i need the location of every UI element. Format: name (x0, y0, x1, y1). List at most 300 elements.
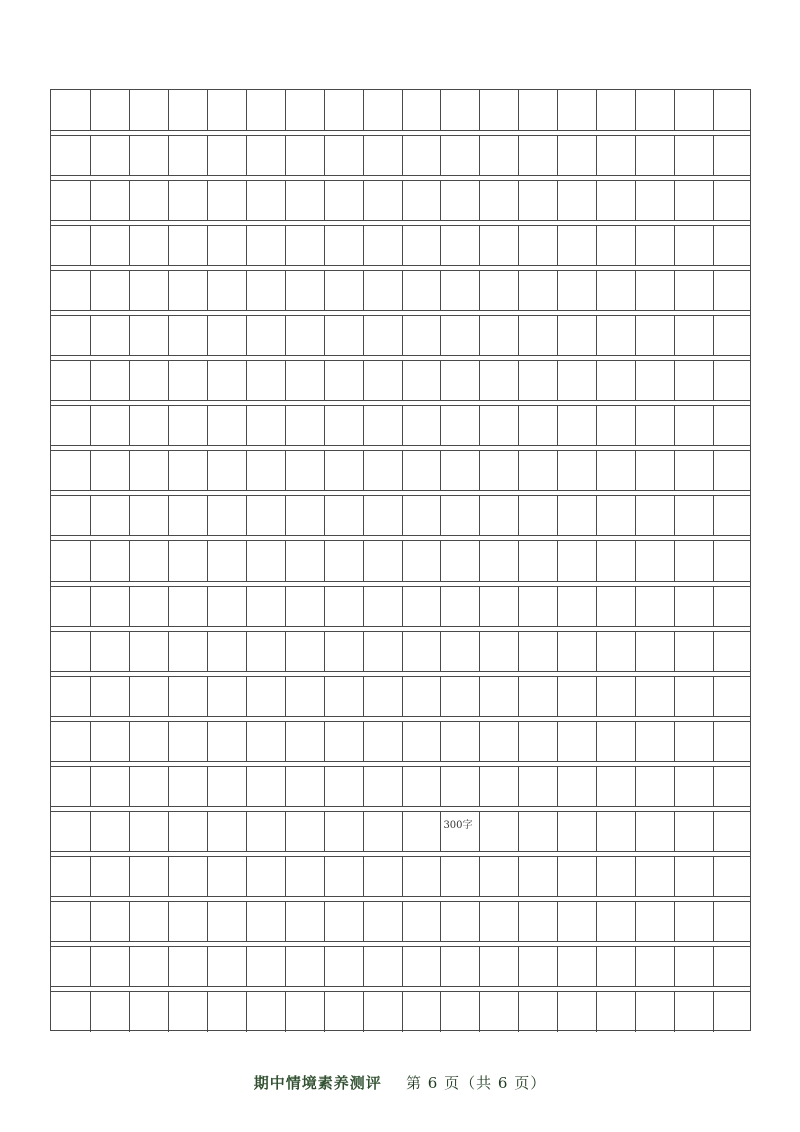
grid-row (51, 225, 750, 266)
grid-cell (324, 722, 363, 761)
grid-cell (168, 451, 207, 490)
grid-cell (713, 136, 752, 175)
grid-cell (479, 90, 518, 130)
grid-cell (246, 902, 285, 941)
grid-cell (90, 992, 129, 1032)
grid-cell (168, 587, 207, 626)
grid-cell (168, 677, 207, 716)
grid-cell (479, 406, 518, 445)
grid-cell (557, 496, 596, 535)
grid-cell (674, 361, 713, 400)
grid-cell (90, 632, 129, 671)
grid-cell (479, 226, 518, 265)
grid-cell (402, 857, 441, 896)
grid-cell (363, 136, 402, 175)
grid-cell (363, 767, 402, 806)
grid-cell (207, 406, 246, 445)
grid-cell (207, 767, 246, 806)
grid-cell (129, 722, 168, 761)
grid-cell (596, 857, 635, 896)
grid-cell (518, 947, 557, 986)
grid-cell (635, 451, 674, 490)
grid-row (51, 405, 750, 446)
grid-cell (518, 271, 557, 310)
grid-cell (440, 857, 479, 896)
grid-cell (324, 496, 363, 535)
grid-row (51, 90, 750, 131)
grid-cell (479, 271, 518, 310)
grid-cell (713, 857, 752, 896)
grid-cell (285, 587, 324, 626)
grid-cell (246, 181, 285, 220)
grid-cell (674, 587, 713, 626)
grid-cell (129, 451, 168, 490)
grid-cell (518, 857, 557, 896)
word-count-marker: 300字 (443, 819, 473, 831)
grid-cell (246, 451, 285, 490)
grid-row (51, 721, 750, 762)
grid-cell (363, 587, 402, 626)
grid-row (51, 811, 750, 852)
grid-cell (518, 541, 557, 580)
grid-cell (207, 361, 246, 400)
grid-cell (363, 902, 402, 941)
grid-cell (402, 722, 441, 761)
grid-row (51, 991, 750, 1032)
grid-cell (246, 632, 285, 671)
grid-cell (285, 677, 324, 716)
grid-row (51, 631, 750, 672)
grid-cell (285, 226, 324, 265)
grid-cell (596, 902, 635, 941)
grid-cell (479, 361, 518, 400)
grid-cell (596, 677, 635, 716)
grid-cell (285, 451, 324, 490)
grid-cell (129, 136, 168, 175)
grid-cell (129, 902, 168, 941)
grid-cell (246, 496, 285, 535)
grid-cell (402, 587, 441, 626)
grid-cell (402, 406, 441, 445)
grid-cell (402, 226, 441, 265)
grid-cell (363, 496, 402, 535)
grid-cell (518, 587, 557, 626)
grid-cell (518, 181, 557, 220)
grid-cell (363, 992, 402, 1032)
grid-cell (674, 226, 713, 265)
grid-cell (246, 992, 285, 1032)
grid-cell (479, 541, 518, 580)
grid-cell (168, 361, 207, 400)
grid-cell (90, 677, 129, 716)
grid-cell (713, 226, 752, 265)
grid-cell (479, 451, 518, 490)
grid-cell (129, 406, 168, 445)
grid-cell (402, 541, 441, 580)
grid-cell (479, 722, 518, 761)
grid-cell (440, 361, 479, 400)
grid-cell (90, 767, 129, 806)
grid-cell (168, 947, 207, 986)
grid-cell (207, 677, 246, 716)
grid-cell (129, 632, 168, 671)
grid-cell (557, 181, 596, 220)
grid-cell (90, 316, 129, 355)
grid-row (51, 360, 750, 401)
grid-cell (557, 902, 596, 941)
grid-cell (713, 767, 752, 806)
grid-cell (207, 587, 246, 626)
grid-cell (363, 316, 402, 355)
grid-cell (479, 992, 518, 1032)
grid-cell (168, 226, 207, 265)
grid-cell (596, 722, 635, 761)
grid-cell (90, 451, 129, 490)
grid-cell (402, 316, 441, 355)
grid-cell (674, 767, 713, 806)
grid-cell (324, 947, 363, 986)
grid-cell (479, 181, 518, 220)
grid-cell (440, 316, 479, 355)
grid-cell (129, 271, 168, 310)
grid-cell (713, 90, 752, 130)
grid-cell (635, 587, 674, 626)
grid-cell (402, 947, 441, 986)
grid-cell (363, 406, 402, 445)
grid-cell (129, 947, 168, 986)
grid-cell (557, 587, 596, 626)
grid-cell (518, 316, 557, 355)
grid-cell (479, 632, 518, 671)
grid-cell (518, 677, 557, 716)
grid-cell (713, 316, 752, 355)
grid-cell (635, 181, 674, 220)
grid-cell (324, 992, 363, 1032)
grid-cell (402, 361, 441, 400)
grid-cell (90, 90, 129, 130)
grid-cell (635, 541, 674, 580)
grid-cell (363, 541, 402, 580)
grid-row (51, 856, 750, 897)
grid-cell (635, 947, 674, 986)
grid-cell (713, 722, 752, 761)
grid-cell (440, 992, 479, 1032)
grid-cell (168, 541, 207, 580)
grid-cell (402, 902, 441, 941)
grid-cell (324, 541, 363, 580)
grid-cell (596, 587, 635, 626)
grid-cell (207, 857, 246, 896)
grid-cell (363, 271, 402, 310)
grid-cell (207, 451, 246, 490)
grid-cell (207, 541, 246, 580)
grid-cell (557, 406, 596, 445)
grid-cell (90, 541, 129, 580)
grid-cell (324, 902, 363, 941)
grid-cell (557, 271, 596, 310)
grid-cell (596, 406, 635, 445)
grid-cell (402, 136, 441, 175)
grid-cell (479, 136, 518, 175)
grid-cell (440, 677, 479, 716)
grid-cell (285, 812, 324, 851)
grid-cell (402, 90, 441, 130)
grid-cell (324, 90, 363, 130)
grid-cell (285, 767, 324, 806)
grid-cell (440, 406, 479, 445)
grid-row (51, 676, 750, 717)
grid-cell (557, 451, 596, 490)
grid-cell (363, 677, 402, 716)
grid-row (51, 180, 750, 221)
grid-cell (674, 181, 713, 220)
grid-cell (518, 496, 557, 535)
grid-cell (246, 90, 285, 130)
grid-cell (207, 181, 246, 220)
grid-cell (479, 677, 518, 716)
grid-cell (402, 677, 441, 716)
grid-cell (596, 632, 635, 671)
grid-cell (363, 857, 402, 896)
grid-cell (557, 677, 596, 716)
grid-cell (402, 271, 441, 310)
grid-cell (90, 271, 129, 310)
grid-row (51, 495, 750, 536)
grid-cell (207, 722, 246, 761)
grid-cell (479, 812, 518, 851)
grid-cell (713, 677, 752, 716)
grid-cell (518, 992, 557, 1032)
grid-cell (285, 90, 324, 130)
grid-cell (363, 632, 402, 671)
grid-cell (246, 722, 285, 761)
grid-cell (596, 271, 635, 310)
grid-cell (557, 767, 596, 806)
grid-cell (129, 767, 168, 806)
grid-cell (713, 406, 752, 445)
grid-cell (440, 632, 479, 671)
grid-cell (363, 947, 402, 986)
grid-cell (635, 902, 674, 941)
grid-cell (596, 181, 635, 220)
grid-cell (324, 271, 363, 310)
grid-cell (363, 451, 402, 490)
grid-cell (285, 947, 324, 986)
grid-cell (674, 677, 713, 716)
grid-cell (246, 226, 285, 265)
grid-cell (402, 181, 441, 220)
grid-cell (324, 587, 363, 626)
grid-row (51, 450, 750, 491)
grid-cell (557, 947, 596, 986)
grid-row (51, 586, 750, 627)
grid-cell (440, 722, 479, 761)
grid-cell (363, 361, 402, 400)
grid-cell (168, 992, 207, 1032)
grid-cell (674, 632, 713, 671)
grid-cell (363, 181, 402, 220)
grid-cell (246, 767, 285, 806)
grid-row (51, 901, 750, 942)
grid-cell (674, 541, 713, 580)
grid-cell (479, 316, 518, 355)
grid-cell (246, 541, 285, 580)
grid-cell (713, 812, 752, 851)
grid-cell (596, 992, 635, 1032)
grid-cell (596, 90, 635, 130)
grid-cell (713, 271, 752, 310)
grid-cell (635, 677, 674, 716)
grid-cell (207, 632, 246, 671)
grid-cell (402, 767, 441, 806)
grid-cell (129, 857, 168, 896)
grid-cell (557, 632, 596, 671)
grid-cell (363, 90, 402, 130)
grid-cell (674, 857, 713, 896)
grid-cell (285, 496, 324, 535)
grid-cell (596, 316, 635, 355)
grid-cell (635, 632, 674, 671)
grid-cell (207, 316, 246, 355)
grid-cell (518, 902, 557, 941)
grid-cell (90, 361, 129, 400)
page-number: 第 6 页（共 6 页） (406, 1074, 547, 1092)
grid-cell (635, 406, 674, 445)
grid-cell (285, 992, 324, 1032)
grid-cell (324, 767, 363, 806)
grid-cell (713, 587, 752, 626)
grid-cell (518, 90, 557, 130)
grid-cell (129, 361, 168, 400)
grid-cell (557, 812, 596, 851)
grid-cell (207, 496, 246, 535)
grid-cell (518, 406, 557, 445)
grid-cell (596, 767, 635, 806)
grid-cell (479, 857, 518, 896)
grid-cell (324, 316, 363, 355)
grid-cell (324, 136, 363, 175)
grid-cell (285, 406, 324, 445)
grid-cell (518, 767, 557, 806)
grid-cell (246, 406, 285, 445)
grid-cell (440, 541, 479, 580)
grid-cell (596, 226, 635, 265)
grid-cell (674, 90, 713, 130)
grid-cell (90, 226, 129, 265)
grid-cell (324, 677, 363, 716)
grid-cell (129, 90, 168, 130)
grid-cell (440, 451, 479, 490)
grid-cell (440, 226, 479, 265)
grid-cell (168, 136, 207, 175)
grid-cell (324, 451, 363, 490)
grid-cell (285, 722, 324, 761)
grid-cell (518, 632, 557, 671)
grid-cell (674, 496, 713, 535)
grid-cell (246, 587, 285, 626)
grid-cell (713, 541, 752, 580)
grid-cell (635, 992, 674, 1032)
grid-cell (285, 181, 324, 220)
grid-cell (518, 136, 557, 175)
grid-cell (596, 541, 635, 580)
grid-cell (129, 496, 168, 535)
grid-cell (363, 812, 402, 851)
grid-cell (285, 902, 324, 941)
grid-cell (479, 947, 518, 986)
grid-cell (129, 316, 168, 355)
grid-cell (207, 136, 246, 175)
grid-cell (168, 496, 207, 535)
grid-cell (557, 361, 596, 400)
grid-cell (129, 677, 168, 716)
grid-cell (90, 136, 129, 175)
grid-row (51, 315, 750, 356)
grid-cell (596, 136, 635, 175)
grid-cell (713, 451, 752, 490)
grid-cell (285, 361, 324, 400)
grid-cell (440, 496, 479, 535)
grid-cell (168, 857, 207, 896)
grid-cell (635, 722, 674, 761)
grid-row (51, 946, 750, 987)
grid-cell (479, 587, 518, 626)
writing-grid-sheet (50, 89, 751, 1031)
grid-cell (207, 947, 246, 986)
grid-cell (90, 902, 129, 941)
grid-cell (168, 722, 207, 761)
grid-cell (90, 587, 129, 626)
grid-cell (596, 947, 635, 986)
grid-cell (596, 496, 635, 535)
grid-cell (674, 406, 713, 445)
grid-cell (635, 767, 674, 806)
grid-cell (635, 316, 674, 355)
grid-cell (168, 90, 207, 130)
grid-cell (713, 181, 752, 220)
grid-cell (90, 947, 129, 986)
grid-cell (285, 136, 324, 175)
grid-cell (402, 992, 441, 1032)
grid-cell (440, 136, 479, 175)
grid-cell (713, 902, 752, 941)
grid-cell (207, 226, 246, 265)
grid-cell (168, 812, 207, 851)
grid-cell (129, 587, 168, 626)
grid-cell (168, 406, 207, 445)
grid-cell (518, 226, 557, 265)
grid-cell (285, 541, 324, 580)
grid-cell (168, 632, 207, 671)
grid-cell (596, 451, 635, 490)
grid-cell (246, 677, 285, 716)
grid-cell (324, 812, 363, 851)
grid-cell (635, 496, 674, 535)
grid-row (51, 270, 750, 311)
grid-cell (90, 722, 129, 761)
grid-cell (246, 812, 285, 851)
grid-cell (635, 136, 674, 175)
grid-cell (557, 992, 596, 1032)
grid-cell (440, 90, 479, 130)
grid-cell (674, 992, 713, 1032)
grid-cell (557, 857, 596, 896)
grid-cell (129, 812, 168, 851)
grid-cell (246, 947, 285, 986)
grid-cell (557, 226, 596, 265)
grid-cell (363, 722, 402, 761)
grid-cell (168, 767, 207, 806)
